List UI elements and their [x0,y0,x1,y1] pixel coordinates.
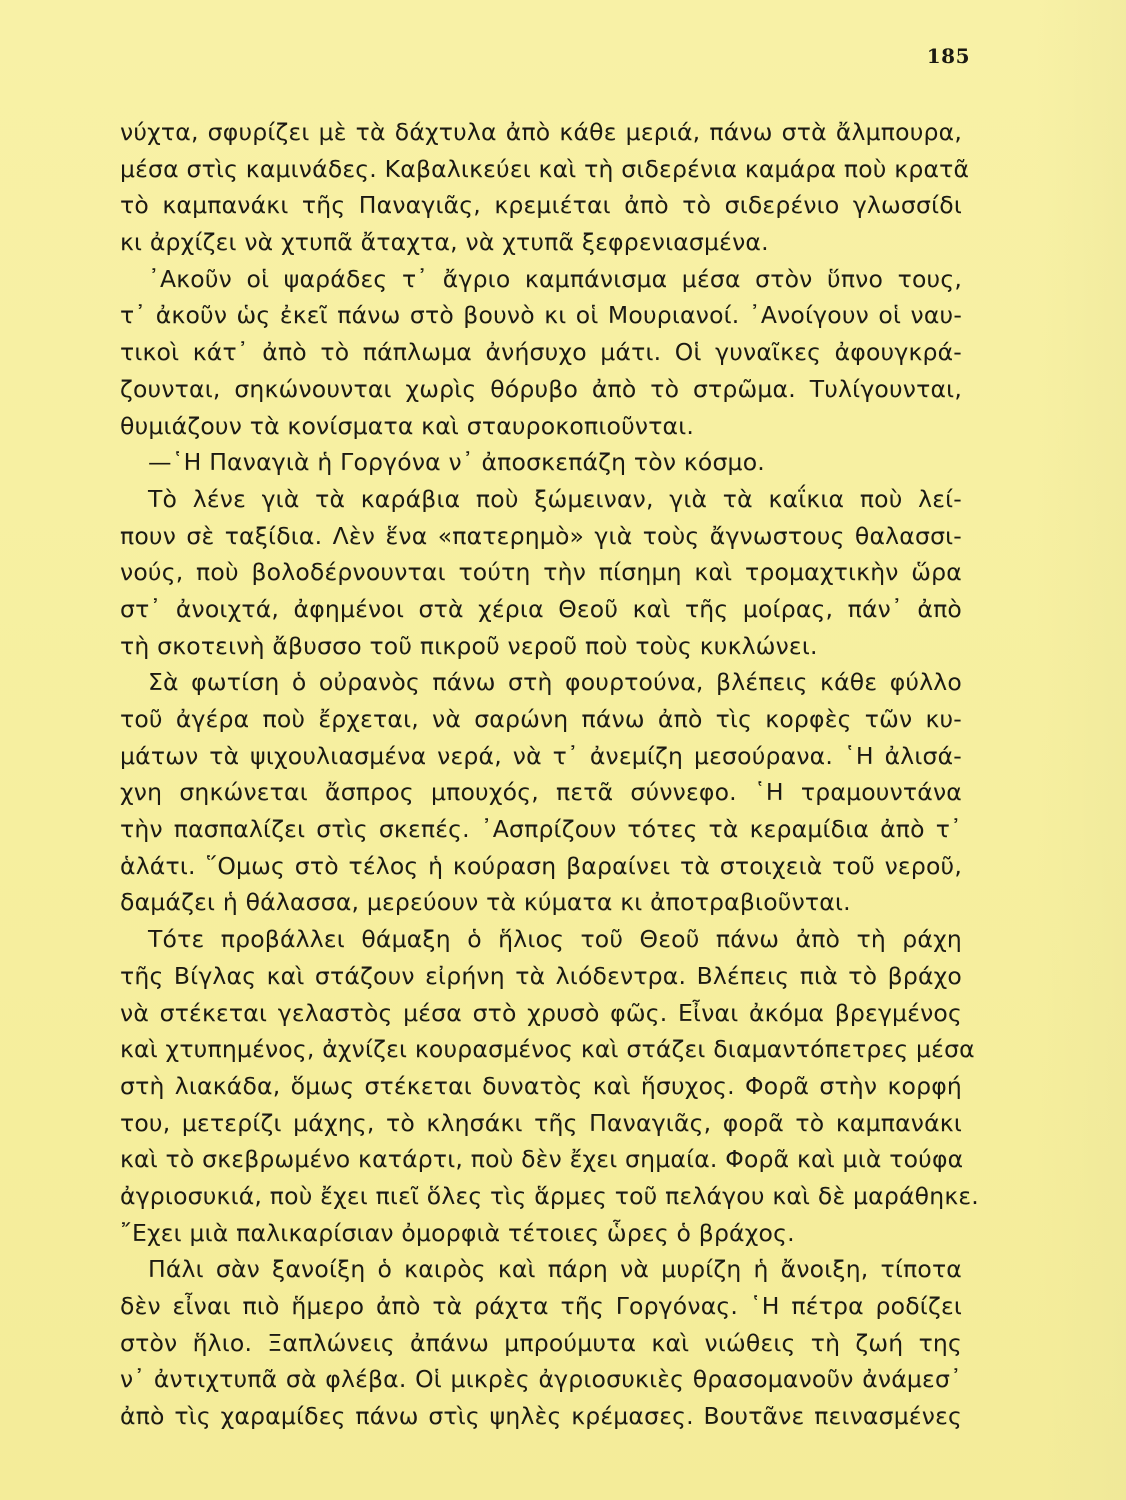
text-line: νούς, ποὺ βολοδέρνουνται τούτη τὴν πίσημη καὶ τρομαχτικὴν ὥρα [120,558,962,587]
text-line: μέσα στὶς καμινάδες. Καβαλικεύει καὶ τὴ σιδερένια καμάρα ποὺ κρατᾶ [120,154,970,183]
text-line: Πάλι σὰν ξανοίξη ὁ καιρὸς καὶ πάρη νὰ μυρίζη ἡ ἄνοιξη, τίποτα [148,1255,962,1284]
page-number: 185 [926,44,970,68]
text-line: θυμιάζουν τὰ κονίσματα καὶ σταυροκοπιοῦνται. [120,411,695,440]
text-line: νύχτα, σφυρίζει μὲ τὰ δάχτυλα ἀπὸ κάθε μεριά, πάνω στὰ ἄλμπουρα, [120,118,962,146]
paragraph-6 [120,921,979,1251]
page-edge-shadow [1036,0,1126,1500]
text-line: ν᾿ ἀντιχτυπᾶ σὰ φλέβα. Οἱ μικρὲς ἀγριοσυκιὲς θρασομανοῦν ἀνάμεσ᾿ [120,1365,962,1394]
text-line: τῆς Βίγλας καὶ στάζουν εἰρήνη τὰ λιόδεντρα. Βλέπεις πιὰ τὸ βράχο [120,961,962,990]
text-line: ζουνται, σηκώνουνται χωρὶς θόρυβο ἀπὸ τὸ στρῶμα. Τυλίγουνται, [120,374,962,403]
text-line: στὸν ἥλιο. Ξαπλώνεις ἀπάνω μπρούμυτα καὶ νιώθεις τὴ ζωή της [120,1328,962,1357]
text-line: μάτων τὰ ψιχουλιασμένα νερά, νὰ τ᾿ ἀνεμίζη μεσούρανα. ῾Η ἀλισά- [120,741,962,770]
text-line: τ᾿ ἀκοῦν ὡς ἐκεῖ πάνω στὸ βουνὸ κι οἱ Μουριανοί. ᾿Ανοίγουν οἱ ναυ- [120,301,962,330]
paragraph-7 [120,1251,962,1434]
text-line: καὶ τὸ σκεβρωμένο κατάρτι, ποὺ δὲν ἔχει σημαία. Φορᾶ καὶ μιὰ τούφα [120,1145,964,1174]
paragraph-4 [120,481,962,664]
text-line: νὰ στέκεται γελαστὸς μέσα στὸ χρυσὸ φῶς. Εἶναι ἀκόμα βρεγμένος [120,998,962,1027]
paragraph-1 [120,114,970,261]
text-line: στ᾿ ἀνοιχτά, ἀφημένοι στὰ χέρια Θεοῦ καὶ τῆς μοίρας, πάν᾿ ἀπὸ [120,594,962,623]
text-line: ἀγριοσυκιά, ποὺ ἔχει πιεῖ ὅλες τὶς ἅρμες τοῦ πελάγου καὶ δὲ μαράθηκε. [120,1181,979,1210]
text-line: χνη σηκώνεται ἄσπρος μπουχός, πετᾶ σύννεφο. ῾Η τραμουντάνα [120,778,962,807]
text-line: ἁλάτι. ῞Ομως στὸ τέλος ἡ κούραση βαραίνει τὰ στοιχειὰ τοῦ νεροῦ, [120,851,962,880]
body-text [120,114,979,1435]
text-line: ᾿Ακοῦν οἱ ψαράδες τ᾿ ἄγριο καμπάνισμα μέσα στὸν ὕπνο τους, [148,264,962,293]
text-line: —῾Η Παναγιὰ ἡ Γοργόνα ν᾿ ἀποσκεπάζη τὸν κόσμο. [148,448,765,477]
text-line: στὴ λιακάδα, ὅμως στέκεται δυνατὸς καὶ ἥσυχος. Φορᾶ στὴν κορφή [120,1071,962,1100]
paragraph-3 [120,444,962,481]
text-line: τὴν πασπαλίζει στὶς σκεπές. ᾿Ασπρίζουν τότες τὰ κεραμίδια ἀπὸ τ᾿ [120,815,962,844]
text-line: κι ἀρχίζει νὰ χτυπᾶ ἄταχτα, νὰ χτυπᾶ ξεφρενιασμένα. [120,228,769,257]
text-line: καὶ χτυπημένος, ἀχνίζει κουρασμένος καὶ στάζει διαμαντόπετρες μέσα [120,1035,975,1064]
text-line: Σὰ φωτίση ὁ οὐρανὸς πάνω στὴ φουρτούνα, βλέπεις κάθε φύλλο [148,668,962,697]
paragraph-2 [120,261,962,444]
text-line: δὲν εἶναι πιὸ ἥμερο ἀπὸ τὰ ράχτα τῆς Γοργόνας. ῾Η πέτρα ροδίζει [120,1292,962,1320]
text-line: Τὸ λένε γιὰ τὰ καράβια ποὺ ξώμειναν, γιὰ τὰ καΐκια ποὺ λεί- [148,484,962,513]
text-line: πουν σὲ ταξίδια. Λὲν ἕνα «πατερημὸ» γιὰ τοὺς ἄγνωστους θαλασσι- [120,521,962,550]
text-line: δαμάζει ἡ θάλασσα, μερεύουν τὰ κύματα κι ἀποτραβιοῦνται. [120,888,851,917]
text-line: Τότε προβάλλει θάμαξη ὁ ἥλιος τοῦ Θεοῦ πάνω ἀπὸ τὴ ράχη [148,925,962,954]
text-line: τοῦ ἀγέρα ποὺ ἔρχεται, νὰ σαρώνη πάνω ἀπὸ τὶς κορφὲς τῶν κυ- [120,705,962,733]
text-line: τὸ καμπανάκι τῆς Παναγιᾶς, κρεμιέται ἀπὸ τὸ σιδερένιο γλωσσίδι [120,191,962,220]
paragraph-5 [120,664,962,921]
text-line: ῎Εχει μιὰ παλικαρίσιαν ὀμορφιὰ τέτοιες ὧρες ὁ βράχος. [120,1218,795,1247]
text-line: τὴ σκοτεινὴ ἄβυσσο τοῦ πικροῦ νεροῦ ποὺ τοὺς κυκλώνει. [120,631,818,660]
text-line: του, μετερίζι μάχης, τὸ κλησάκι τῆς Παναγιᾶς, φορᾶ τὸ καμπανάκι [120,1108,962,1137]
text-line: ἀπὸ τὶς χαραμίδες πάνω στὶς ψηλὲς κρέμασες. Βουτᾶνε πεινασμένες [120,1402,962,1431]
text-line: τικοὶ κάτ᾿ ἀπὸ τὸ πάπλωμα ἀνήσυχο μάτι. Οἱ γυναῖκες ἀφουγκρά- [120,338,962,367]
